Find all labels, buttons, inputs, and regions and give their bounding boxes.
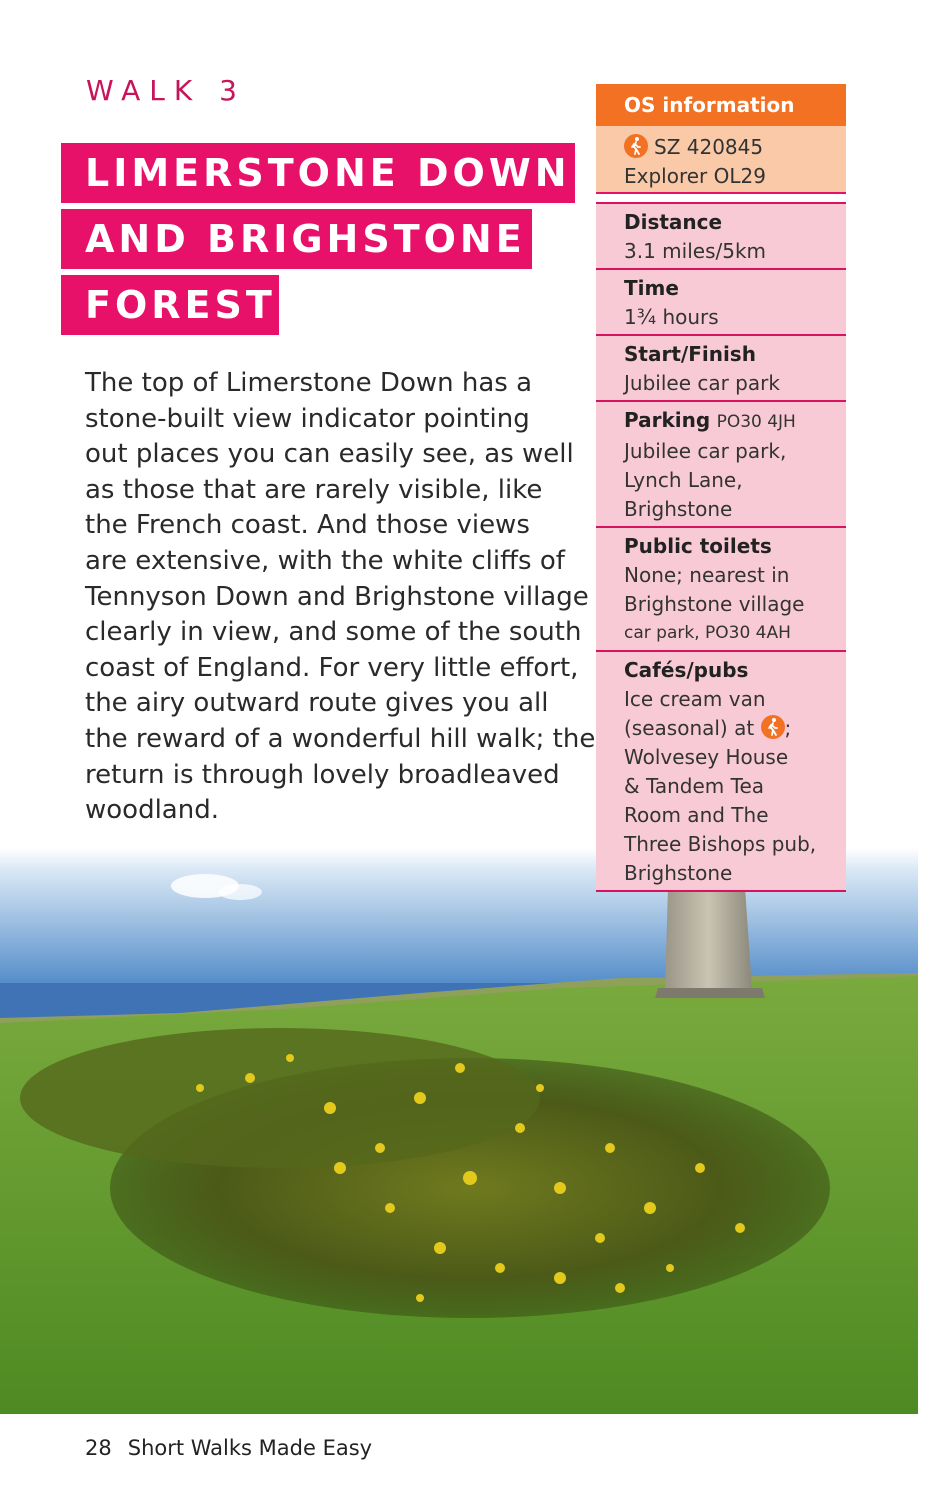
intro-line: stone-built view indicator pointing xyxy=(85,403,530,434)
parking-block xyxy=(596,400,846,526)
parking-label: Parking xyxy=(624,408,711,432)
intro-line: coast of England. For very little effort, xyxy=(85,652,579,683)
cafes-line: Ice cream van xyxy=(624,687,766,711)
intro-line: are extensive, with the white cliffs of xyxy=(85,545,565,576)
book-title: Short Walks Made Easy xyxy=(127,1436,373,1460)
distance-block xyxy=(596,202,846,268)
explorer-map: Explorer OL29 xyxy=(624,164,766,188)
intro-line: return is through lovely broadleaved xyxy=(85,759,560,790)
parking-postcode: PO30 4JH xyxy=(716,412,796,432)
intro-line: the airy outward route gives you all xyxy=(85,688,549,719)
cafes-label: Cafés/pubs xyxy=(624,658,749,682)
toilets-label: Public toilets xyxy=(624,534,772,558)
cafes-line: (seasonal) at xyxy=(624,716,755,740)
os-information-body xyxy=(596,126,846,194)
cafes-line: & Tandem Tea xyxy=(624,774,765,798)
intro-line: woodland. xyxy=(85,795,219,826)
intro-line: clearly in view, and some of the south xyxy=(85,617,582,648)
toilets-line: None; nearest in xyxy=(624,563,790,587)
walk-title-line-2: AND BRIGHSTONE xyxy=(61,209,532,269)
intro-line: out places you can easily see, as well xyxy=(85,439,574,470)
walk-title-line-1: LIMERSTONE DOWN xyxy=(61,143,575,203)
start-label: Start/Finish xyxy=(624,342,756,366)
time-label: Time xyxy=(624,276,679,300)
intro-paragraph xyxy=(85,366,596,829)
toilets-line: Brighstone village xyxy=(624,592,805,616)
intro-line: the reward of a wonderful hill walk; the xyxy=(85,723,596,754)
walk-label: WALK 3 xyxy=(86,74,246,107)
landscape-photo-illustration xyxy=(0,848,918,1414)
info-sidebar xyxy=(596,84,846,892)
distance-value: 3.1 miles/5km xyxy=(624,239,767,263)
intro-line: as those that are rarely visible, like xyxy=(85,474,543,505)
intro-line: the French coast. And those views xyxy=(85,510,530,541)
intro-line: Tennyson Down and Brighstone village xyxy=(85,581,589,612)
walker-icon xyxy=(761,715,785,739)
start-block xyxy=(596,334,846,400)
intro-line: The top of Limerstone Down has a xyxy=(85,368,533,398)
distance-label: Distance xyxy=(624,210,723,234)
grid-reference xyxy=(624,133,836,162)
parking-line: Jubilee car park, xyxy=(624,439,787,463)
cafes-line: Wolvesey House xyxy=(624,745,789,769)
walker-icon xyxy=(624,134,648,158)
cafes-line: Three Bishops pub, xyxy=(624,832,817,856)
cafes-line-punct: ; xyxy=(784,716,792,740)
cafes-line: Room and The xyxy=(624,803,769,827)
walk-title-line-3: FOREST xyxy=(61,275,279,335)
landscape-photo xyxy=(0,848,918,1414)
parking-line: Brighstone xyxy=(624,497,733,521)
cafes-block xyxy=(596,650,846,892)
time-block xyxy=(596,268,846,334)
page-footer xyxy=(85,1436,372,1460)
grid-reference-text: SZ 420845 xyxy=(654,135,764,159)
cafes-line: Brighstone xyxy=(624,861,733,885)
time-value: 1¾ hours xyxy=(624,305,719,329)
toilets-line: car park, PO30 4AH xyxy=(624,623,791,643)
start-value: Jubilee car park xyxy=(624,371,780,395)
page-number: 28 xyxy=(85,1436,112,1460)
parking-line: Lynch Lane, xyxy=(624,468,743,492)
os-information-heading: OS information xyxy=(596,84,846,126)
toilets-block xyxy=(596,526,846,650)
